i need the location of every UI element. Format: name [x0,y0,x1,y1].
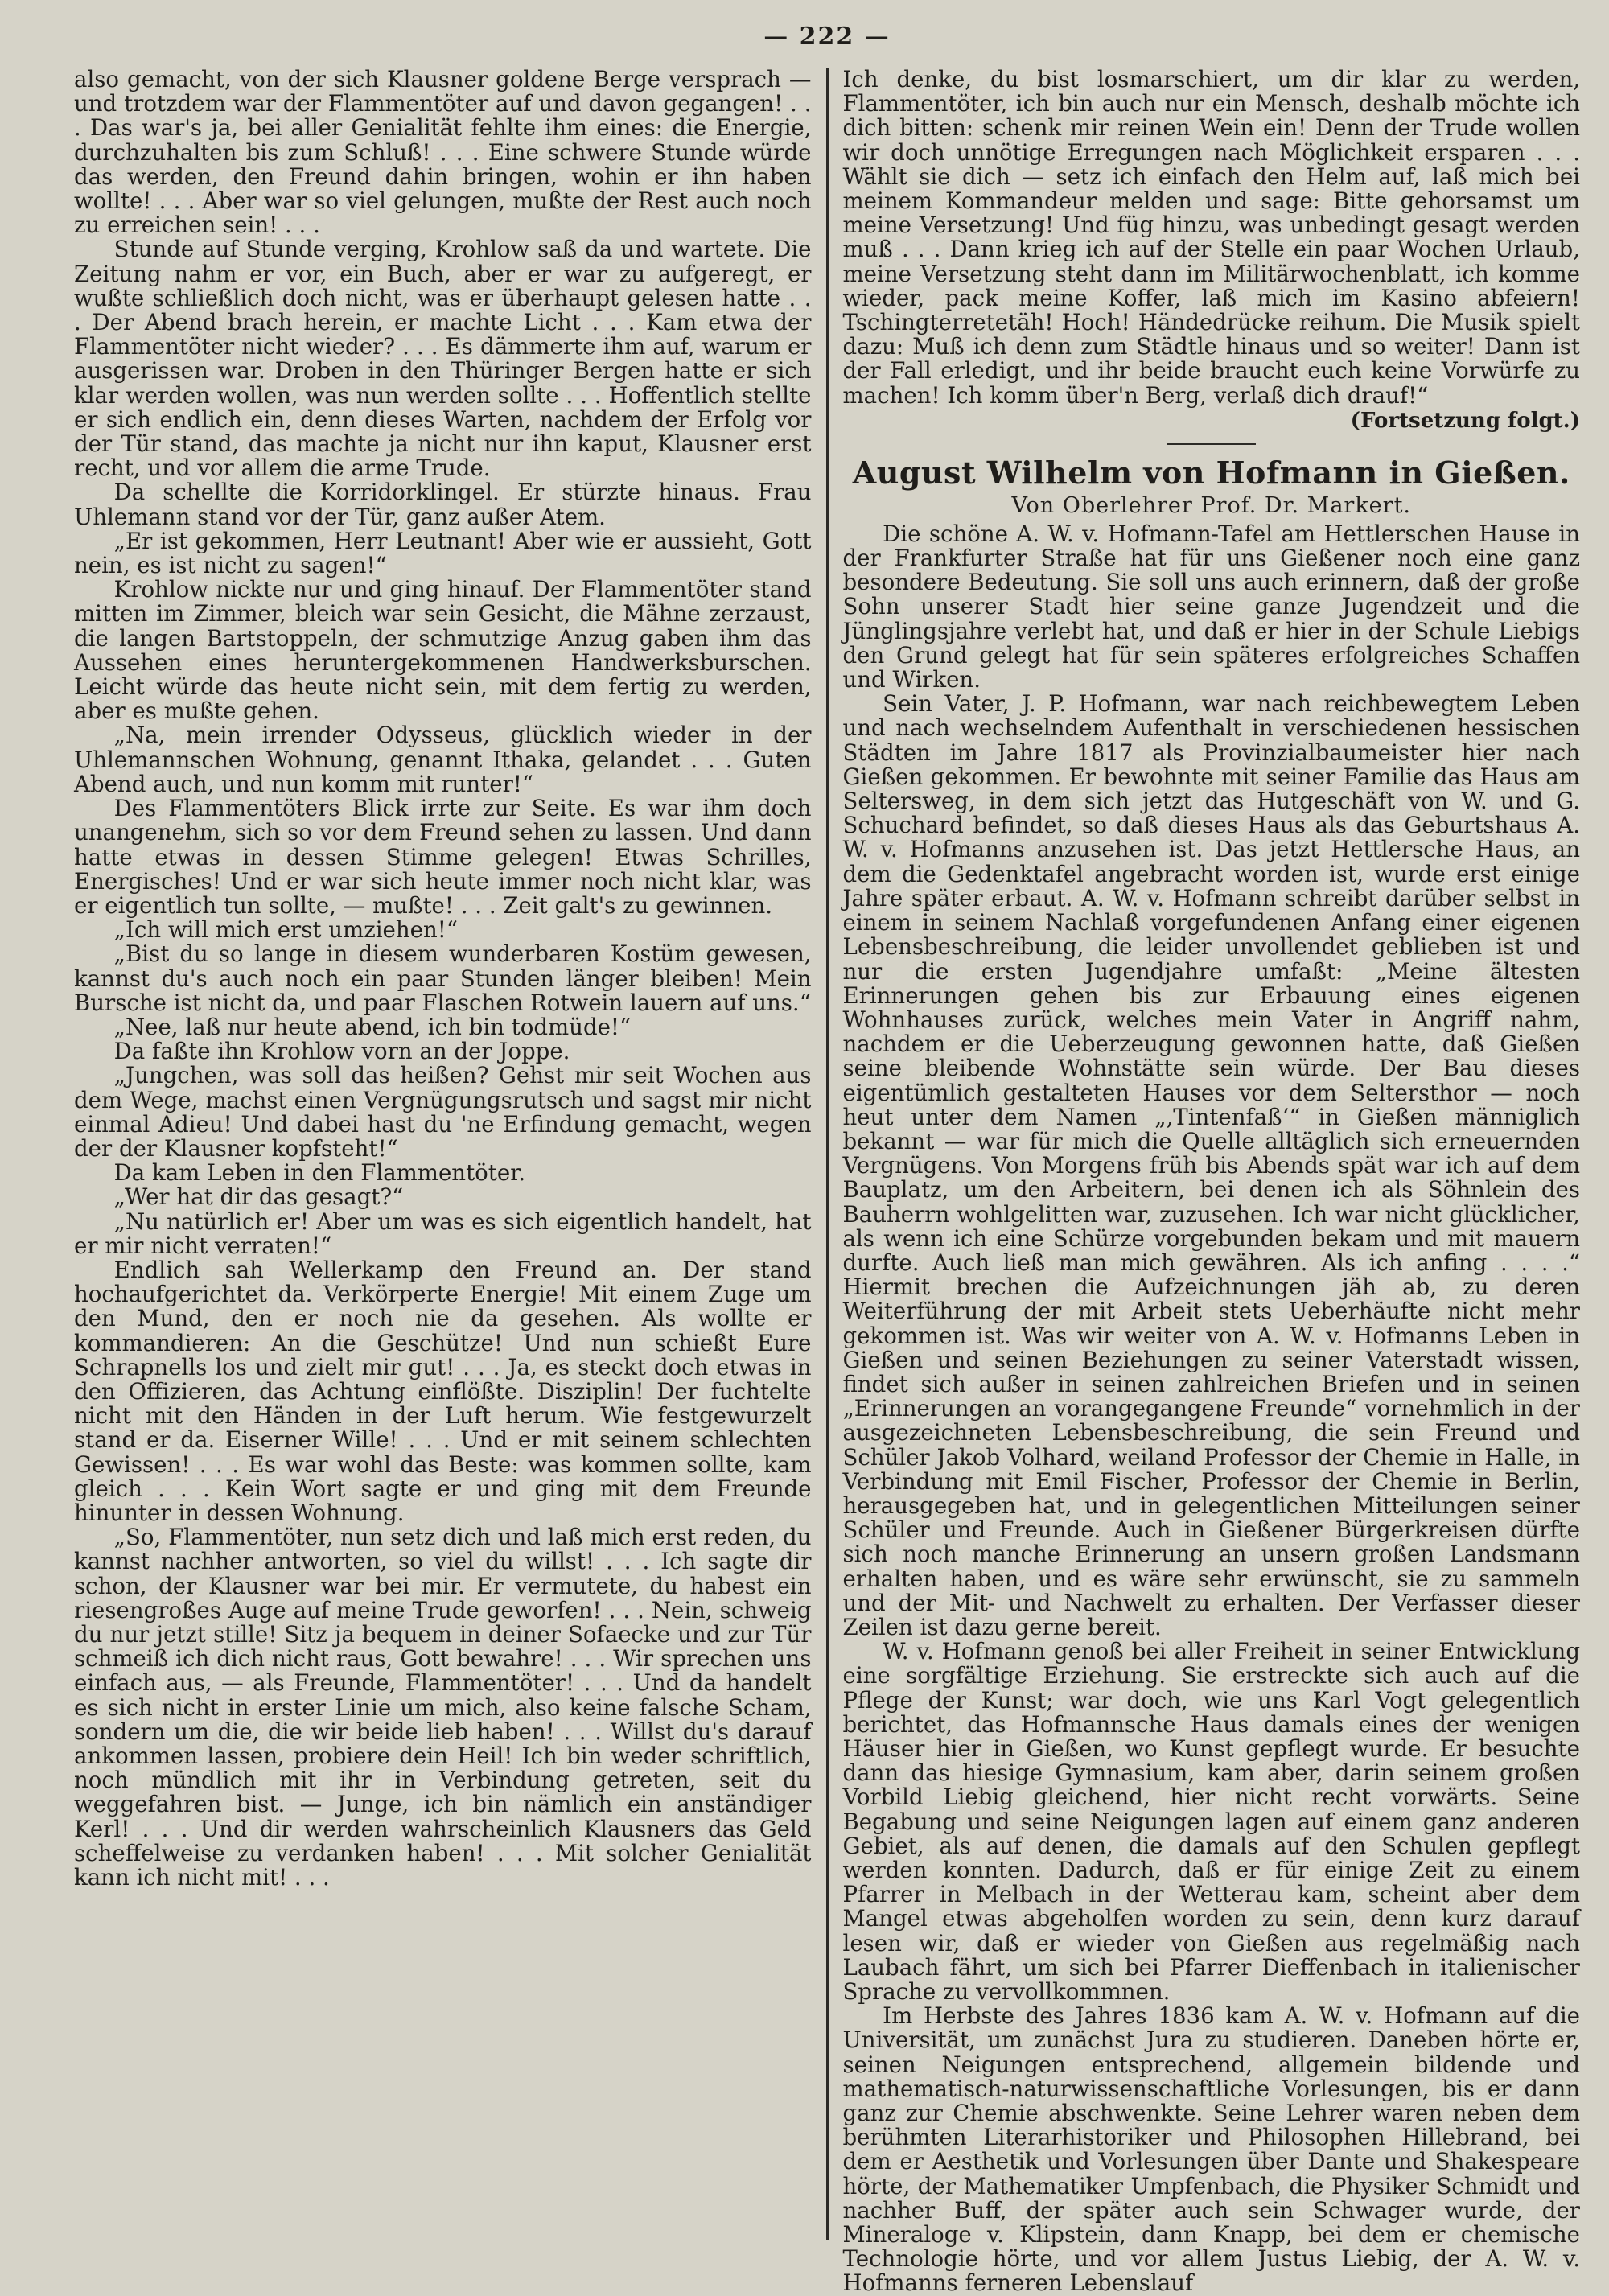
story-paragraph: Endlich sah Wellerkamp den Freund an. Der stand hochaufgerichtet da. Verkörperte Energie! Mit einem Zuge um den Mund, den er noch nie da gesehen. Als wollte er kommandieren: An die Geschütze! Und nun schießt Eure Schrapnells los und zielt mir gut! . . . Ja, es steckt doch etwas in den Offizieren, das Achtung einflößte. Disziplin! Der fuchtelte nicht mit den Händen in der Luft herum. Wie festgewurzelt stand er da. Eiserner Wille! . . . Und er mit seinem schlechten Gewissen! . . . Es war wohl das Beste: was kommen sollte, kam gleich . . . Kein Wort sagte er und ging mit dem Freunde hinunter in dessen Wohnung. [74,1256,812,1526]
story-paragraph: „Nee, laß nur heute abend, ich bin todmüde!“ [113,1013,632,1040]
story-paragraph: Stunde auf Stunde verging, Krohlow saß da und wartete. Die Zeitung nahm er vor, ein Buch, aber er war zu aufgeregt, er wußte schließlich doch nicht, was er überhaupt gelesen hatte . . . Der Abend brach herein, er machte Licht . . . Kam etwa der Flammentöter nicht wieder? . . . Es dämmerte ihm auf, warum er ausgerissen war. Droben in den Thüringer Bergen hatte er sich klar werden wollen, was nun werden sollte . . . Hoffentlich stellte er sich endlich ein, denn dieses Warten, nachdem der Erfolg vor der Tür stand, das machte ja nicht nur ihn kaput, Klausner erst recht, und vor allem die arme Trude. [74,236,812,482]
article-paragraph: Die schöne A. W. v. Hofmann-Tafel am Hettlerschen Hause in der Frankfurter Straße hat für uns Gießener noch eine ganz besondere Bedeutung. Sie soll uns auch erinnern, daß der große Sohn unserer Stadt hier seine ganze Jugendzeit und die Jünglingsjahre verlebt hat, und daß er hier in der Schule Liebigs den Grund gelegt hat für sein späteres erfolgreiches Schaffen und Wirken. [842,520,1580,693]
to-be-continued: (Fortsetzung folgt.) [1350,408,1580,433]
story-paragraph: Da kam Leben in den Flammentöter. [113,1159,526,1187]
story-paragraph: Da faßte ihn Krohlow vorn an der Joppe. [113,1038,570,1065]
story-paragraph: „Wer hat dir das gesagt?“ [113,1183,404,1211]
article-paragraph: Sein Vater, J. P. Hofmann, war nach reichbewegtem Leben und nach wechselndem Aufenthalt in verschiedenen hessischen Städten im Jahre 1817 als Provinzialbaumeister hier nach Gießen gekommen. Er bewohnte mit seiner Familie das Haus am Seltersweg, in dem sich jetzt das Hutgeschäft von W. und G. Schuchard befindet, so daß dieses Haus als das Geburtshaus A. W. v. Hofmanns anzusehen ist. Das jetzt Hettlersche Haus, an dem die Gedenktafel angebracht worden ist, wurde erst einige Jahre später erbaut. A. W. v. Hofmann schreibt darüber selbst in einem in seinem Nachlaß vorgefundenen Anfang einer eigenen Lebensbeschreibung, die leider unvollendet geblieben ist und nur die ersten Jugendjahre umfaßt: „Meine ältesten Erinnerungen gehen bis zur Erbauung eines eigenen Wohnhauses zurück, welches mein Vater in Angriff nahm, nachdem er die Ueberzeugung gewonnen hatte, daß Gießen seine bleibende Wohnstätte sein würde. Der Bau dieses eigentümlich gestalteten Hauses vor dem Seltersthor — noch heut unter dem Namen „‚Tintenfaß‘“ in Gießen männiglich bekannt — war für mich die Quelle alltäglich sich erneuernden Vergnügens. Von Morgens früh bis Abends spät war ich auf dem Bauplatz, um den Arbeitern, bei denen ich als Söhnlein des Bauherrn wohlgelitten war, zuzusehen. Ich war nicht glücklicher, als wenn ich eine Schürze vorgebunden bekam und mit mauern durfte. Auch ließ man mich gewähren. Als ich anfing . . . .“ Hiermit brechen die Aufzeichnungen jäh ab, zu deren Weiterführung der mit Arbeit stets Ueberhäufte nicht mehr gekommen ist. Was wir weiter von A. W. v. Hofmanns Leben in Gießen und seinen Beziehungen zu seiner Vaterstadt wissen, findet sich außer in seinen zahlreichen Briefen und in seinen „Erinnerungen an vorangegangene Freunde“ vornehmlich in der ausgezeichneten Lebensbeschreibung, die sein Freund und Schüler Jakob Volhard, weiland Professor der Chemie in Halle, in Verbindung mit Emil Fischer, Professor der Chemie in Berlin, herausgegeben hat, und in gelegentlichen Mitteilungen seiner Schüler und Freunde. Auch in Gießener Bürgerkreisen dürfte sich noch manche Erinnerung an unsern großen Landsmann erhalten haben, und es wäre sehr erwünscht, sie zu sammeln und der Mit- und Nachwelt zu erhalten. Der Verfasser dieser Zeilen ist dazu gerne bereit. [842,690,1580,1640]
story-paragraph: Krohlow nickte nur und ging hinauf. Der Flammentöter stand mitten im Zimmer, bleich war sein Gesicht, die Mähne zerzaust, die langen Bartstoppeln, der schmutzige Anzug gaben ihm das Aussehen eines heruntergekommenen Handwerksburschen. Leicht würde das heute nicht sein, mit dem fertig zu werden, aber es mußte gehen. [74,576,812,725]
story-paragraph: „Nu natürlich er! Aber um was es sich eigentlich handelt, hat er mir nicht verraten!“ [74,1208,812,1259]
story-paragraph: Ich denke, du bist losmarschiert, um dir klar zu werden, Flammentöter, ich bin auch nur ein Mensch, deshalb möchte ich dich bitten: schenk mir reinen Wein ein! Denn der Trude wollen wir doch unnötige Erregungen nach Möglichkeit ersparen . . . Wählt sie dich — setz ich einfach den Helm auf, laß mich bei meinem Kommandeur melden und sage: Bitte gehorsamst um meine Versetzung! Und füg hinzu, was unbedingt gesagt werden muß . . . Dann krieg ich auf der Stelle ein paar Wochen Urlaub, meine Versetzung steht dann im Militärwochenblatt, ich komme wieder, pack meine Koffer, laß mich im Kasino abfeiern! Tschingterretetäh! Hoch! Händedrücke reihum. Die Musik spielt dazu: Muß ich denn zum Städtle hinaus und so weiter! Dann ist der Fall erledigt, und ihr beide braucht euch keine Vorwürfe zu machen! Ich komm über'n Berg, verlaß dich drauf!“ [842,66,1580,409]
article-paragraph: Im Herbste des Jahres 1836 kam A. W. v. Hofmann auf die Universität, um zunächst Jura zu studieren. Daneben hörte er, seinen Neigungen entsprechend, allgemein bildende und mathematisch-naturwissenschaftliche Vorlesungen, bis er dann ganz zur Chemie abschwenkte. Seine Lehrer waren neben dem berühmten Literarhistoriker und Philosophen Hillebrand, bei dem er Aesthetik und Vorlesungen über Dante und Shakespeare hörte, der Mathematiker Umpfenbach, die Physiker Schmidt und nachher Buff, der später auch sein Schwager wurde, der Mineraloge v. Klipstein, dann Knapp, bei dem er chemische Technologie hörte, und vor allem Justus Liebig, der A. W. v. Hofmanns ferneren Lebenslauf [842,2002,1580,2296]
story-paragraph: Des Flammentöters Blick irrte zur Seite. Es war ihm doch unangenehm, sich so vor dem Freund sehen zu lassen. Und dann hatte etwas in dessen Stimme gelegen! Etwas Schrilles, Energisches! Und er war sich heute immer noch nicht klar, was er eigentlich tun sollte, — mußte! . . . Zeit galt's zu gewinnen. [74,795,812,919]
story-paragraph: „Bist du so lange in diesem wunderbaren Kostüm gewesen, kannst du's auch noch ein paar Stunden länger bleiben! Mein Bursche ist nicht da, und paar Flaschen Rotwein lauern auf uns.“ [74,940,812,1016]
story-paragraph: „So, Flammentöter, nun setz dich und laß mich erst reden, du kannst nachher antworten, so viel du willst! . . . Ich sagte dir schon, der Klausner war bei mir. Er vermutete, du habest ein riesengroßes Auge auf meine Trude geworfen! . . . Nein, schweig du nur jetzt stille! Sitz ja bequem in deiner Sofaecke und zur Tür schmeiß ich dich nicht raus, Gott bewahre! . . . Wir sprechen uns einfach aus, — als Freunde, Flammentöter! . . . Und da handelt es sich nicht in erster Linie um mich, also keine falsche Scham, sondern um die, die wir beide lieb haben! . . . Willst du's darauf ankommen lassen, probiere dein Heil! Ich bin weder schriftlich, noch mündlich mit ihr in Verbindung getreten, seit du weggefahren bist. — Junge, ich bin nämlich ein anständiger Kerl! . . . Und dir werden wahrscheinlich Klausners das Geld scheffelweise zu verdanken haben! . . . Mit solcher Genialität kann ich nicht mit! . . . [74,1524,812,1891]
story-paragraph: „Ich will mich erst umziehen!“ [113,916,458,944]
columns [74,66,1580,2296]
story-paragraph: also gemacht, von der sich Klausner goldene Berge versprach — und trotzdem war der Flammentöter auf und davon gegangen! . . . Das war's ja, bei aller Genialität fehlte ihm eines: die Energie, durchzuhalten bis zum Schluß! . . . Eine schwere Stunde würde das werden, den Freund dahin bringen, wohin er ihn haben wollte! . . . Aber war so viel gelungen, mußte der Rest auch noch zu erreichen sein! . . . [74,66,812,239]
article-byline: Von Oberlehrer Prof. Dr. Markert. [1011,492,1412,518]
story-paragraph: „Er ist gekommen, Herr Leutnant! Aber wie er aussieht, Gott nein, es ist nicht zu sagen!“ [74,527,812,579]
article-title: August Wilhelm von Hofmann in Gießen. [852,454,1570,491]
article-paragraph: W. v. Hofmann genoß bei aller Freiheit in seiner Entwicklung eine sorgfältige Erziehung. Sie erstreckte sich auch auf die Pflege der Kunst; war doch, wie uns Karl Vogt gelegentlich berichtet, das Hofmannsche Haus damals eines der wenigen Häuser hier in Gießen, wo Kunst gepflegt wurde. Er besuchte dann das hiesige Gymnasium, kam aber, darin seinem großen Vorbild Liebig gleichend, hier nicht recht vorwärts. Seine Begabung und seine Neigungen lagen auf einem ganz anderen Gebiet, als auf denen, die damals auf den Schulen gepflegt werden konnten. Dadurch, daß er für einige Zeit zu einem Pfarrer in Melbach in der Wetterau kam, scheint aber dem Mangel etwas abgeholfen worden zu sein, denn kurz darauf lesen wir, daß er wieder von Gießen aus regelmäßig nach Laubach fährt, um sich bei Pfarrer Dieffenbach in italienischer Sprache zu vervollkommnen. [842,1638,1580,2006]
separator-rule [1167,443,1256,445]
page-number: — 222 — [763,23,891,51]
left-column [74,68,826,2240]
story-paragraph: „Na, mein irrender Odysseus, glücklich wieder in der Uhlemannschen Wohnung, genannt Ithaka, gelandet . . . Guten Abend auch, und nun komm mit runter!“ [74,722,812,797]
story-paragraph: „Jungchen, was soll das heißen? Gehst mir seit Wochen aus dem Wege, machst einen Vergnügungsrutsch und sagst mir nicht einmal Adieu! Und dabei hast du 'ne Erfindung gemacht, wegen der der Klausner kopfsteht!“ [74,1062,812,1162]
right-column [829,66,1581,2296]
story-paragraph: Da schellte die Korridorklingel. Er stürzte hinaus. Frau Uhlemann stand vor der Tür, ganz außer Atem. [74,479,812,530]
